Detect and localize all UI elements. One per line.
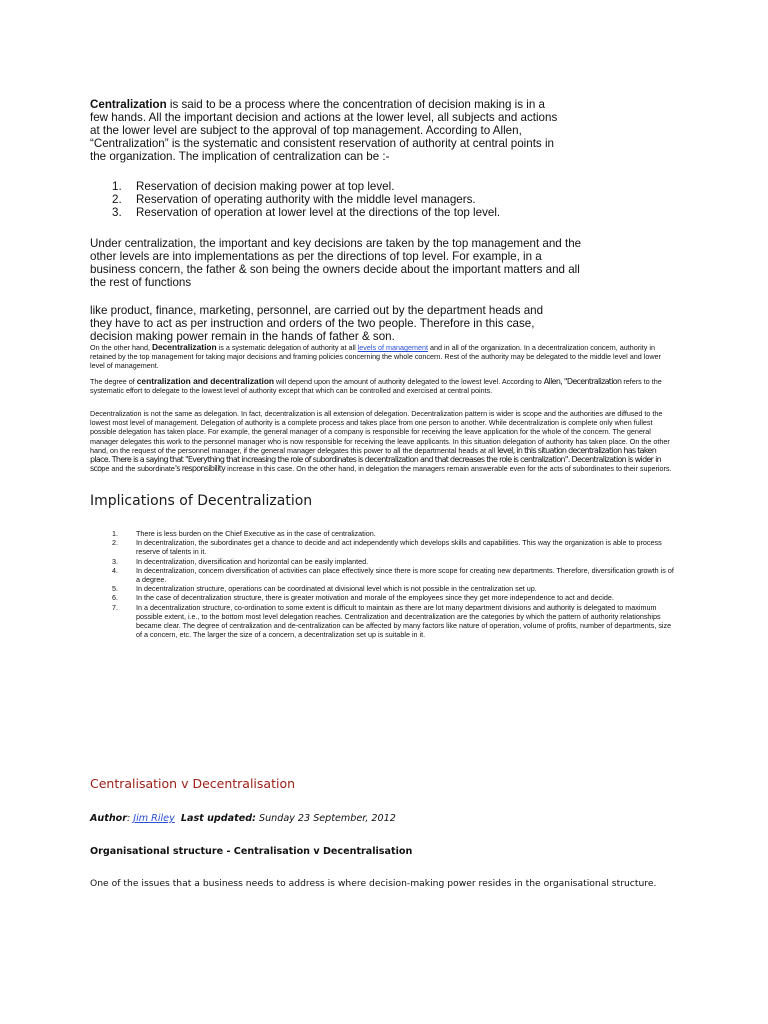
intro-text: is said to be a process where the concentration of decision making is in a few hands. All the important decision and actions at the lower level, all subjects and actions at the lower level are subject to the approval of top management. According to Allen, “Centralization” is the systematic and consistent reservation of authority at central points in the organization. The implication of centralization can be :-: [90, 98, 558, 163]
intro-term: Centralization: [90, 98, 167, 111]
list-item: 5. In decentralization structure, operations can be coordinated at divisional level which is not possible in the centralization set up.: [112, 584, 537, 594]
last-updated-label: Last updated:: [180, 813, 256, 824]
decentralization-implications-list: [112, 529, 677, 639]
list-item: 7. In a decentralization structure, co-ordination to some extent is difficult to maintain as there are lot many department divisions and authority is delegated to maximum possible extent, i.e., to the bottom most level delegation reaches. Centralization and decentralization are the categories by which the pattern of authority relationships became clear. The degree of centralization and de-centralization can be affected by many factors like nature of operation, volume of profits, number of departments, size of a concern, etc. The larger the size of a concern, a decentralization set up is suitable in it.: [112, 602, 672, 640]
list-item: 6. In the case of decentralization structure, there is greater motivation and morale of the employees since they get more independence to act and decide.: [112, 593, 614, 603]
list-item: 4. In decentralization, concern diversification of activities can place effectively since there is more scope for creating new departments. Therefore, diversification growth is of a degree.: [112, 565, 674, 585]
article-body: One of the issues that a business needs to address is where decision-making power resides in the organisational structure.: [90, 878, 657, 889]
centralization-implications-list: [112, 180, 500, 219]
article-title: Centralisation v Decentralisation: [90, 776, 296, 791]
like-product-paragraph: like product, finance, marketing, personnel, are carried out by the department heads and they have to act as per instruction and orders of the two people. Therefore in this case, decision making power remain in the hands of father & son.: [90, 304, 544, 343]
list-item: 1. There is less burden on the Chief Executive as in the case of centralization.: [112, 529, 376, 538]
levels-of-management-link[interactable]: levels of management: [357, 343, 428, 352]
centralization-decentralization-term: centralization and decentralization: [136, 376, 275, 386]
list-item: 1. Reservation of decision making power at top level.: [112, 180, 395, 193]
intro-paragraph: [90, 98, 560, 163]
last-updated-value: Sunday 23 September, 2012: [255, 813, 396, 824]
decentralization-definition-paragraph: On the other hand, Decentralization is a systematic delegation of authority at all levels of management and in all of the organization. In a decentralization concern, authority in retained by the top management for taking major decisions and framing policies concerning the whole concern. Rest of the authority may be delegated to the middle level and lower level of management.: [90, 342, 661, 371]
list-item: 2. Reservation of operating authority with the middle level managers.: [112, 193, 476, 206]
decentralization-term: Decentralization: [151, 342, 217, 352]
degree-paragraph: The degree of centralization and decentralization will depend upon the amount of authority delegated to the lowest level. According to Allen, "Decentralization refers to the systematic effort to delegate to the lowest level of authority except that which can be controlled and exercised at central points.: [90, 376, 662, 396]
delegation-paragraph: Decentralization is not the same as delegation. In fact, decentralization is all extension of delegation. Decentralization pattern is wider is scope and the authorities are diffused to the lowest most level of management. Delegation of authority is a complete process and takes place from one person to another. While decentralization is complete only when fullest possible delegation has taken place. For example, the general manager of a company is responsible for receiving the leave application for the whole of the concern. The general manager delegates this work to the personnel manager who is now responsible for receiving the leave applicants. In this situation delegation of authority has taken place. On the other hand, on the request of the personnel manager, if the general manager delegates this power to all the departmental heads at all level, in this situation decentralization has taken place. There is a saying that "Everything that increasing the role of subordinates is decentralization and that decreases the role is centralization". Decentralization is wider in scope and the subordinate's responsibility increase in this case. On the other hand, in delegation the managers remain answerable even for the acts of subordinates to their superiors.: [90, 409, 672, 474]
list-item: 3. In decentralization, diversification and horizontal can be easily implanted.: [112, 556, 369, 566]
author-line: Author: Jim Riley Last updated: Sunday 23 September, 2012: [90, 813, 396, 824]
list-item: 2. In decentralization, the subordinates get a chance to decide and act independently which develops skills and capabilities. This way the organization is able to process reserve of talents in it.: [112, 538, 662, 557]
list-item: 3. Reservation of operation at lower level at the directions of the top level.: [112, 206, 501, 219]
article-subheading: Organisational structure - Centralisation v Decentralisation: [90, 846, 413, 857]
author-link[interactable]: Jim Riley: [133, 813, 175, 824]
implications-heading: Implications of Decentralization: [90, 493, 313, 509]
author-label: Author: [90, 813, 127, 824]
under-centralization-paragraph: Under centralization, the important and key decisions are taken by the top management and the other levels are into implementations as per the directions of top level. For example, in a business concern, the father & son being the owners decide about the important matters and all the rest of functions: [90, 237, 582, 289]
